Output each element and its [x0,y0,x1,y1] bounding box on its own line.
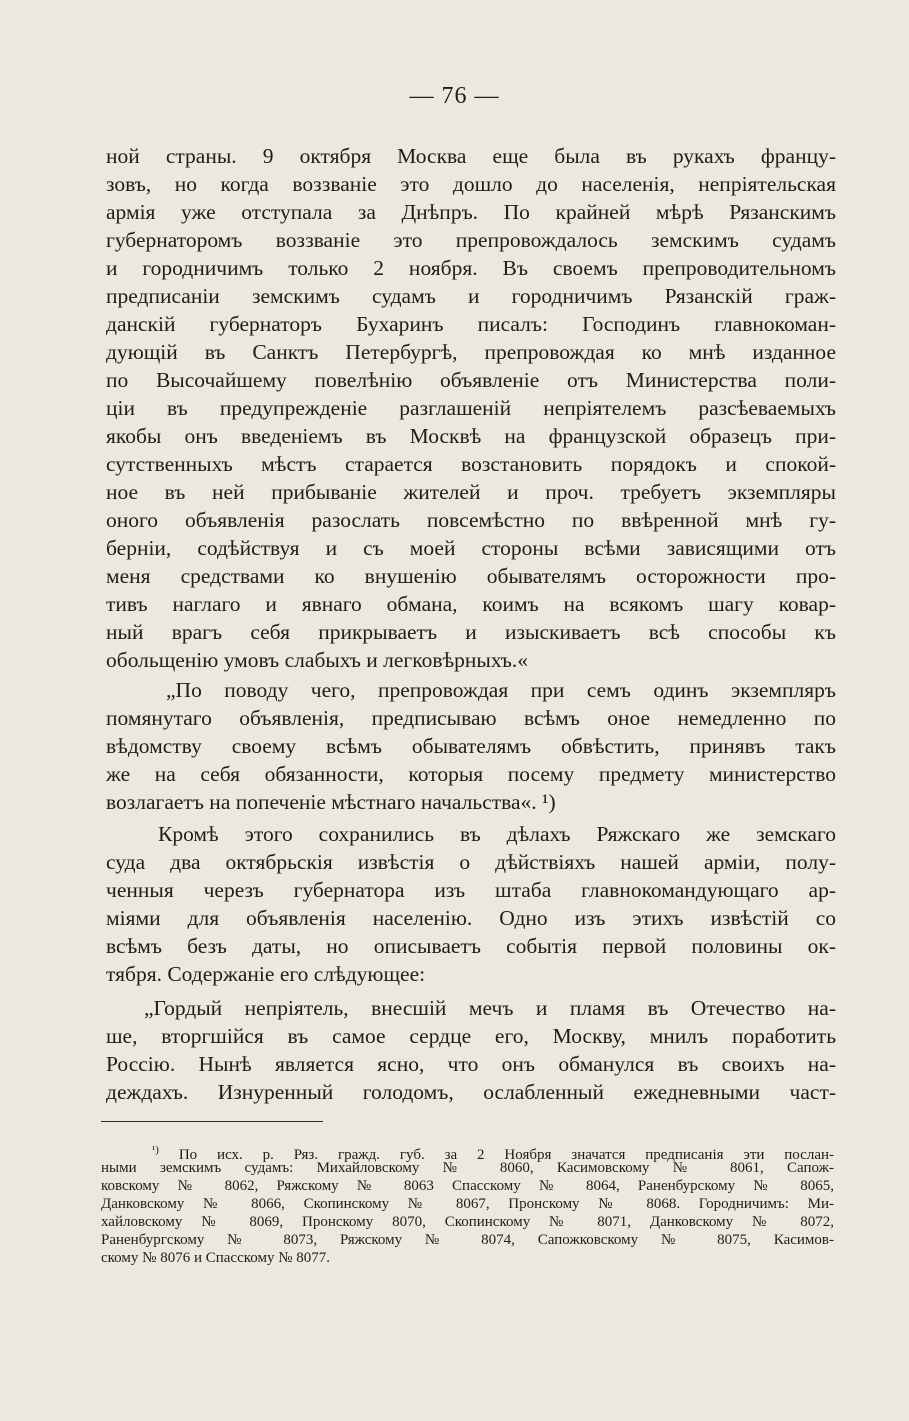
footnote-line: хайловскому № 8069, Пронскому 8070, Скопинскому № 8071, Данковскому № 8072, [101,1214,834,1230]
footnote-line: Данковскому № 8066, Скопинскому № 8067, Пронскому № 8068. Городничимъ: Ми- [101,1196,834,1212]
text-line: міями для объявленія населенію. Одно изъ этихъ извѣстій со [106,906,836,930]
text-line: деждахъ. Изнуренный голодомъ, ослабленный ежедневными част- [106,1080,836,1104]
text-line: данскій губернаторъ Бухаринъ писалъ: Господинъ главнокоман- [106,312,836,336]
text-line: „По поводу чего, препровождая при семъ одинъ экземпляръ [166,678,836,702]
text-line: предписаніи земскимъ судамъ и городничимъ Рязанскій граж- [106,284,836,308]
text-line: армія уже отступала за Днѣпръ. По крайней мѣрѣ Рязанскимъ [106,200,836,224]
footnote-line: Раненбургскому № 8073, Ряжскому № 8074, Сапожковскому № 8075, Касимов- [101,1232,834,1248]
text-line: ное въ ней прибываніе жителей и проч. требуетъ экземпляры [106,480,836,504]
text-line: и городничимъ только 2 ноября. Въ своемъ препроводительномъ [106,256,836,280]
footnote-divider [101,1121,323,1122]
page-number: — 76 — [409,83,500,109]
text-line: дующій въ Санктъ Петербургѣ, препровождая ко мнѣ изданное [106,340,836,364]
text-line: по Высочайшему повелѣнію объявленіе отъ Министерства поли- [106,368,836,392]
text-line: ше, вторгшійся въ самое сердце его, Москву, мнилъ поработить [106,1024,836,1048]
footnote-line: скому № 8076 и Спасскому № 8077. [101,1250,331,1266]
footnote-text: По исх. р. Ряз. гражд. губ. за 2 Ноября значатся предписанія эти послан- [178,1147,835,1163]
text-line: ченныя черезъ губернатора изъ штаба главнокомандующаго ар- [106,878,836,902]
text-line: ной страны. 9 октября Москва еще была въ рукахъ францу- [106,144,836,168]
text-line: оного объявленія разослать повсемѣстно по ввѣренной мнѣ гу- [106,508,836,532]
text-line: тября. Содержаніе его слѣдующее: [106,962,426,986]
text-line: „Гордый непріятель, внесшій мечъ и пламя въ Отечество на- [144,996,836,1020]
text-line: возлагаетъ на попеченіе мѣстнаго начальства«. ¹) [106,790,556,814]
footnote-marker: ¹) [152,1144,159,1156]
text-line: помянутаго объявленія, предписываю всѣмъ оное немедленно по [106,706,836,730]
footnote-line: ковскому № 8062, Ряжскому № 8063 Спасскому № 8064, Раненбурскому № 8065, [101,1178,834,1194]
text-line: всѣмъ безъ даты, но описываетъ событія первой половины ок- [106,934,836,958]
footnote-line: ными земскимъ судамъ: Михайловскому № 8060, Касимовскому № 8061, Сапож- [101,1160,834,1176]
text-line: Россію. Нынѣ является ясно, что онъ обманулся въ своихъ на- [106,1052,836,1076]
footnote-first-line [152,1142,835,1163]
text-line: меня средствами ко внушенію обывателямъ осторожности про- [106,564,836,588]
text-line: Кромѣ этого сохранились въ дѣлахъ Ряжскаго же земскаго [158,822,836,846]
text-line: якобы онъ введеніемъ въ Москвѣ на французской образецъ при- [106,424,836,448]
text-line: губернаторомъ воззваніе это препровождалось земскимъ судамъ [106,228,836,252]
text-line: сутственныхъ мѣстъ старается возстановить порядокъ и спокой- [106,452,836,476]
text-line: ціи въ предупрежденіе разглашеній непріятелемъ разсѣеваемыхъ [106,396,836,420]
text-line: зовъ, но когда воззваніе это дошло до населенія, непріятельская [106,172,836,196]
text-line: ный врагъ себя прикрываетъ и изыскиваетъ всѣ способы къ [106,620,836,644]
text-line: суда два октябрьскія извѣстія о дѣйствіяхъ нашей арміи, полу- [106,850,836,874]
text-line: тивъ наглаго и явнаго обмана, коимъ на всякомъ шагу ковар- [106,592,836,616]
text-line: вѣдомству своему всѣмъ обывателямъ обвѣстить, принявъ такъ [106,734,836,758]
text-line: обольщенію умовъ слабыхъ и легковѣрныхъ.« [106,648,529,672]
text-line: же на себя обязанности, которыя посему предмету министерство [106,762,836,786]
text-line: берніи, содѣйствуя и съ моей стороны всѣми зависящими отъ [106,536,836,560]
